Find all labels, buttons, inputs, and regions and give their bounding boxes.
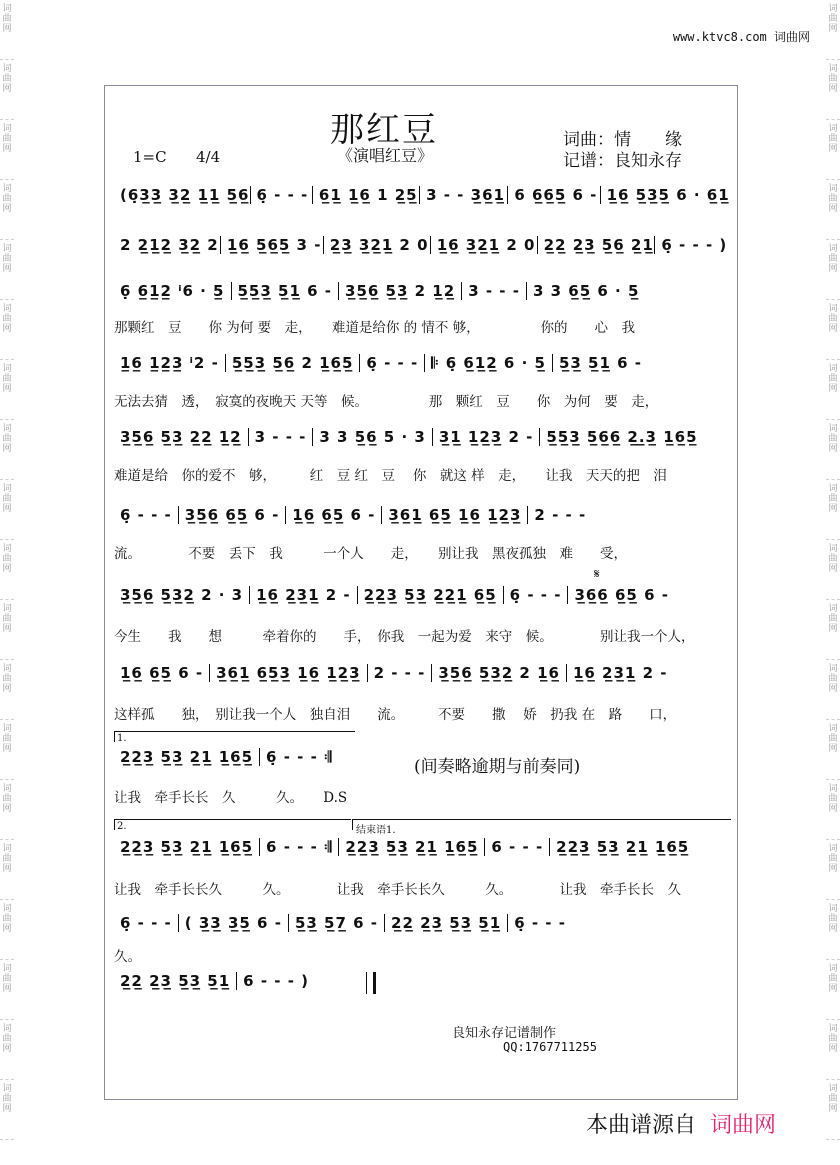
measure: 6̣ - - - bbox=[114, 914, 179, 932]
watermark-glyph-group: 词 曲 网 bbox=[826, 840, 840, 900]
watermark-glyph-group: 词 曲 网 bbox=[0, 780, 14, 840]
measure: 2̲2̲ 2̲3̲ 5̲3̲ 5̲1̲ bbox=[385, 914, 508, 932]
measure: 𝄆 6̣ 6̲1̲2̲ 6 · 5̲ bbox=[425, 354, 553, 372]
measure: (6̣3̲3̲ 3̲2̲ 1̲1̲ 5̲6̲ bbox=[114, 186, 251, 204]
measure: 3 - - - bbox=[462, 282, 527, 300]
watermark-glyph-group: 词 曲 网 bbox=[0, 240, 14, 300]
measure: 3̲1̲ 1̲2̲3̲ 2 - bbox=[433, 428, 541, 446]
watermark-glyph-group: 词 曲 网 bbox=[0, 600, 14, 660]
measure: 3̲6̲6̲ 6̲5̲ 6 - bbox=[574, 586, 669, 604]
volta-1-label: 1. bbox=[117, 733, 127, 744]
measure: 6̣ - - - bbox=[251, 186, 313, 204]
watermark-glyph-group: 词 曲 网 bbox=[0, 120, 14, 180]
watermark-glyph-group: 词 曲 网 bbox=[826, 420, 840, 480]
key-signature: 1=C bbox=[133, 148, 167, 166]
watermark-glyph-group: 词 曲 网 bbox=[826, 0, 840, 60]
watermark-glyph-group: 词 曲 网 bbox=[0, 300, 14, 360]
measure: 1̲6̲ 1̲2̲3̲ ⁱ2 - bbox=[114, 354, 226, 372]
measure: 6̣ - - - 𝄇 bbox=[266, 748, 333, 766]
watermark-glyph-group: 词 曲 网 bbox=[0, 540, 14, 600]
measure: 2 - - - bbox=[534, 506, 587, 524]
watermark-glyph-group: 词 曲 网 bbox=[826, 180, 840, 240]
measure: 3 3 6̲5̲ 6 · 5̲ bbox=[532, 282, 640, 300]
measure: 3̲5̲6̲ 5̲3̲2̲ 2 · 3 bbox=[114, 586, 250, 604]
ending-bracket bbox=[352, 819, 731, 830]
side-watermark-right bbox=[826, 0, 840, 1165]
measure: 1̲6̲ 2̲3̲1̲ 2 - bbox=[250, 586, 358, 604]
watermark-glyph-group: 词 曲 网 bbox=[0, 1080, 14, 1140]
measure: 3̲6̲1̲ 6̲5̲3̲ 1̲6̲ 1̲2̲3̲ bbox=[210, 664, 367, 682]
measure: 2̲2̲ 2̲3̲ 5̲3̲ 5̲1̲ bbox=[114, 972, 237, 990]
credit-transcriber: 记谱：良知永存 bbox=[563, 151, 682, 171]
measure: 2̲2̲3̲ 5̲3̲ 2̲1̲ 1̲6̲5̲ bbox=[556, 838, 690, 856]
watermark-glyph-group: 词 曲 网 bbox=[826, 360, 840, 420]
measure: 1̲6̲ 2̲3̲1̲ 2 - bbox=[572, 664, 668, 682]
final-barline bbox=[366, 972, 376, 994]
measure: 2̲2̲3̲ 5̲3̲ 2̲1̲ 1̲6̲5̲ bbox=[339, 838, 485, 856]
watermark-glyph-group: 词 曲 网 bbox=[0, 1020, 14, 1080]
watermark-glyph-group: 词 曲 网 bbox=[826, 660, 840, 720]
notation-line bbox=[114, 838, 730, 856]
watermark-glyph-group: 词 曲 网 bbox=[0, 960, 14, 1020]
watermark-glyph-group: 词 曲 网 bbox=[0, 660, 14, 720]
watermark-glyph-group: 词 曲 网 bbox=[0, 180, 14, 240]
lyric-line: 无法去猜 透， 寂寞的夜晚天 天等 候。 那 颗红 豆 你 为何 要 走， bbox=[114, 394, 659, 410]
watermark-glyph-group: 词 曲 网 bbox=[826, 60, 840, 120]
measure: 5̲3̲ 5̲1̲ 6 - bbox=[558, 354, 643, 372]
watermark-glyph-group: 词 曲 网 bbox=[826, 720, 840, 780]
watermark-glyph-group: 词 曲 网 bbox=[0, 840, 14, 900]
lyric-line: 让我 牵手长长久 久。 让我 牵手长长久 久。 让我 牵手长长 久 bbox=[114, 882, 681, 898]
lyric-line: 流。 不要 丢下 我 一个人 走， 别让我 黑夜孤独 难 受， bbox=[114, 546, 627, 562]
measure: 6 6̲6̲5̲ 6 - bbox=[508, 186, 600, 204]
time-signature: 4/4 bbox=[196, 148, 221, 166]
segno-sign: 𝄋 bbox=[594, 567, 600, 582]
measure: ( 3̲3̲ 3̲5̲ 6 - bbox=[179, 914, 289, 932]
watermark-glyph-group: 词 曲 网 bbox=[0, 360, 14, 420]
measure: 6̣ - - - bbox=[514, 914, 566, 932]
watermark-glyph-group: 词 曲 网 bbox=[826, 120, 840, 180]
watermark-glyph-group: 词 曲 网 bbox=[0, 480, 14, 540]
measure: 1̲6̲ 6̲5̲ 6 - bbox=[286, 506, 382, 524]
measure: 2̲3̲ 3̲2̲1̲ 2 0 bbox=[324, 236, 431, 254]
watermark-glyph-group: 词 曲 网 bbox=[826, 780, 840, 840]
watermark-glyph-group: 词 曲 网 bbox=[826, 540, 840, 600]
notation-line bbox=[114, 282, 730, 300]
measure: 2 - - - bbox=[368, 664, 433, 682]
measure: 2̲2̲3̲ 5̲3̲ 2̲1̲ 1̲6̲5̲ bbox=[114, 748, 260, 766]
measure: 6̣ 6̲1̲2̲ ⁱ6 · 5̲ bbox=[114, 282, 232, 300]
volta-2-bracket bbox=[114, 819, 351, 830]
source-text: 本曲谱源自 bbox=[586, 1113, 697, 1138]
song-title: 那红豆 bbox=[330, 110, 438, 150]
ending-label: 结束语1. bbox=[356, 825, 396, 836]
measure: 1̲6̲ 6̲5̲ 6 - bbox=[114, 664, 210, 682]
watermark-glyph-group: 词 曲 网 bbox=[826, 900, 840, 960]
measure: 2̲2̲3̲ 5̲3̲ 2̲2̲1̲ 6̲5̲ bbox=[358, 586, 504, 604]
lyric-line: 那颗红 豆 你 为何 要 走， 难道是给你 的 情不 够， 你的 心 我 bbox=[114, 320, 635, 336]
interlude-note: (间奏略逾期与前奏同) bbox=[414, 757, 581, 777]
notation-line bbox=[114, 914, 730, 932]
measure: 2 2̲1̲2̲ 3̲2̲ 2 bbox=[114, 236, 221, 254]
contact-qq: QQ:1767711255 bbox=[503, 1040, 597, 1054]
notation-line bbox=[114, 586, 730, 604]
site-url[interactable]: www.ktvc8.com 词曲网 bbox=[672, 30, 810, 44]
volta-1-bracket bbox=[114, 731, 355, 742]
notation-line bbox=[114, 664, 730, 682]
notation-line bbox=[114, 186, 730, 204]
watermark-glyph-group: 词 曲 网 bbox=[0, 900, 14, 960]
measure: 3̲5̲6̲ 5̲3̲2̲ 2 1̲6̲ bbox=[432, 664, 567, 682]
lyric-line: 难道是给 你的爱不 够， 红 豆 红 豆 你 就这 样 走， 让我 天天的把 泪 bbox=[114, 468, 667, 484]
measure: 5̲5̲3̲ 5̲6̲ 2 1̲6̲5̲ bbox=[226, 354, 361, 372]
measure: 3 - - 3̲6̲1̲ bbox=[420, 186, 508, 204]
measure: 3̲5̲6̲ 6̲5̲ 6 - bbox=[179, 506, 287, 524]
measure: 5̲5̲3̲ 5̲6̲6̲ 2̲.̲3̲ 1̲6̲5̲ bbox=[546, 428, 698, 446]
measure: 5̲5̲3̲ 5̲1̲ 6 - bbox=[232, 282, 340, 300]
watermark-glyph-group: 词 曲 网 bbox=[826, 480, 840, 540]
measure: 5̲3̲ 5̲7̲ 6 - bbox=[289, 914, 385, 932]
measure: 3̲5̲6̲ 5̲3̲ 2 1̲2̲ bbox=[339, 282, 462, 300]
watermark-glyph-group: 词 曲 网 bbox=[826, 300, 840, 360]
notation-line bbox=[114, 428, 730, 446]
measure: 6̣ - - - ) bbox=[661, 236, 728, 254]
measure: 3̲6̲1̲ 6̲5̲ 1̲6̲ 1̲2̲3̲ bbox=[382, 506, 528, 524]
watermark-glyph-group: 词 曲 网 bbox=[826, 1020, 840, 1080]
measure: 3̲5̲6̲ 5̲3̲ 2̲2̲ 1̲2̲ bbox=[114, 428, 249, 446]
measure: 1̲6̲ 5̲6̲5̲ 3 - bbox=[221, 236, 324, 254]
measure: 6̣ - - - bbox=[504, 586, 569, 604]
side-watermark-left bbox=[0, 0, 14, 1165]
lyric-line: 让我 牵手长长 久 久。 D.S bbox=[114, 790, 348, 806]
measure: 1̲6̲ 3̲2̲1̲ 2 0 bbox=[431, 236, 538, 254]
source-footer bbox=[586, 1108, 776, 1139]
transcriber-note: 良知永存记谱制作 bbox=[452, 1026, 557, 1041]
measure: 1̲6̲ 5̲3̲5̲ 6 · 6̲1̲ bbox=[606, 186, 730, 204]
notation-line bbox=[114, 972, 374, 990]
measure: 6̲1̲ 1̲6̲ 1 2̲5̲ bbox=[313, 186, 420, 204]
credit-words-music: 词曲：情 缘 bbox=[563, 130, 682, 150]
watermark-glyph-group: 词 曲 网 bbox=[826, 240, 840, 300]
watermark-glyph-group: 词 曲 网 bbox=[826, 960, 840, 1020]
measure: 6̣ - - - bbox=[114, 506, 179, 524]
measure: 2̲2̲ 2̲3̲ 5̲6̲ 2̲1̲ bbox=[538, 236, 656, 254]
lyric-line: 今生 我 想 牵着你的 手， 你我 一起为爱 来守 候。 别让我一个人， bbox=[114, 629, 695, 645]
watermark-glyph-group: 词 曲 网 bbox=[826, 600, 840, 660]
watermark-glyph-group: 词 曲 网 bbox=[0, 420, 14, 480]
volta-2-label: 2. bbox=[117, 821, 127, 832]
measure: 6̣ - - - bbox=[360, 354, 425, 372]
notation-line bbox=[114, 354, 730, 372]
watermark-glyph-group: 词 曲 网 bbox=[0, 60, 14, 120]
measure: 6 - - - 𝄇 bbox=[260, 838, 339, 856]
measure: 3 - - - bbox=[249, 428, 314, 446]
notation-line bbox=[114, 506, 730, 524]
notation-line bbox=[114, 236, 730, 254]
measure: 6 - - - bbox=[485, 838, 550, 856]
watermark-glyph-group: 词 曲 网 bbox=[0, 720, 14, 780]
lyric-line: 这样孤 独， 别让我一个人 独自泪 流。 不要 撒 娇 扔我 在 路 口， bbox=[114, 707, 677, 723]
lyric-line: 久。 bbox=[114, 949, 141, 965]
watermark-glyph-group: 词 曲 网 bbox=[0, 0, 14, 60]
measure: 3 3 5̲6̲ 5 · 3 bbox=[313, 428, 432, 446]
measure: 6 - - - ) bbox=[243, 972, 310, 990]
notation-line bbox=[114, 748, 384, 766]
source-brand-link[interactable]: 词曲网 bbox=[710, 1113, 777, 1138]
watermark-glyph-group: 词 曲 网 bbox=[826, 1080, 840, 1140]
measure: 2̲2̲3̲ 5̲3̲ 2̲1̲ 1̲6̲5̲ bbox=[114, 838, 260, 856]
song-subtitle: 《演唱红豆》 bbox=[337, 146, 434, 165]
